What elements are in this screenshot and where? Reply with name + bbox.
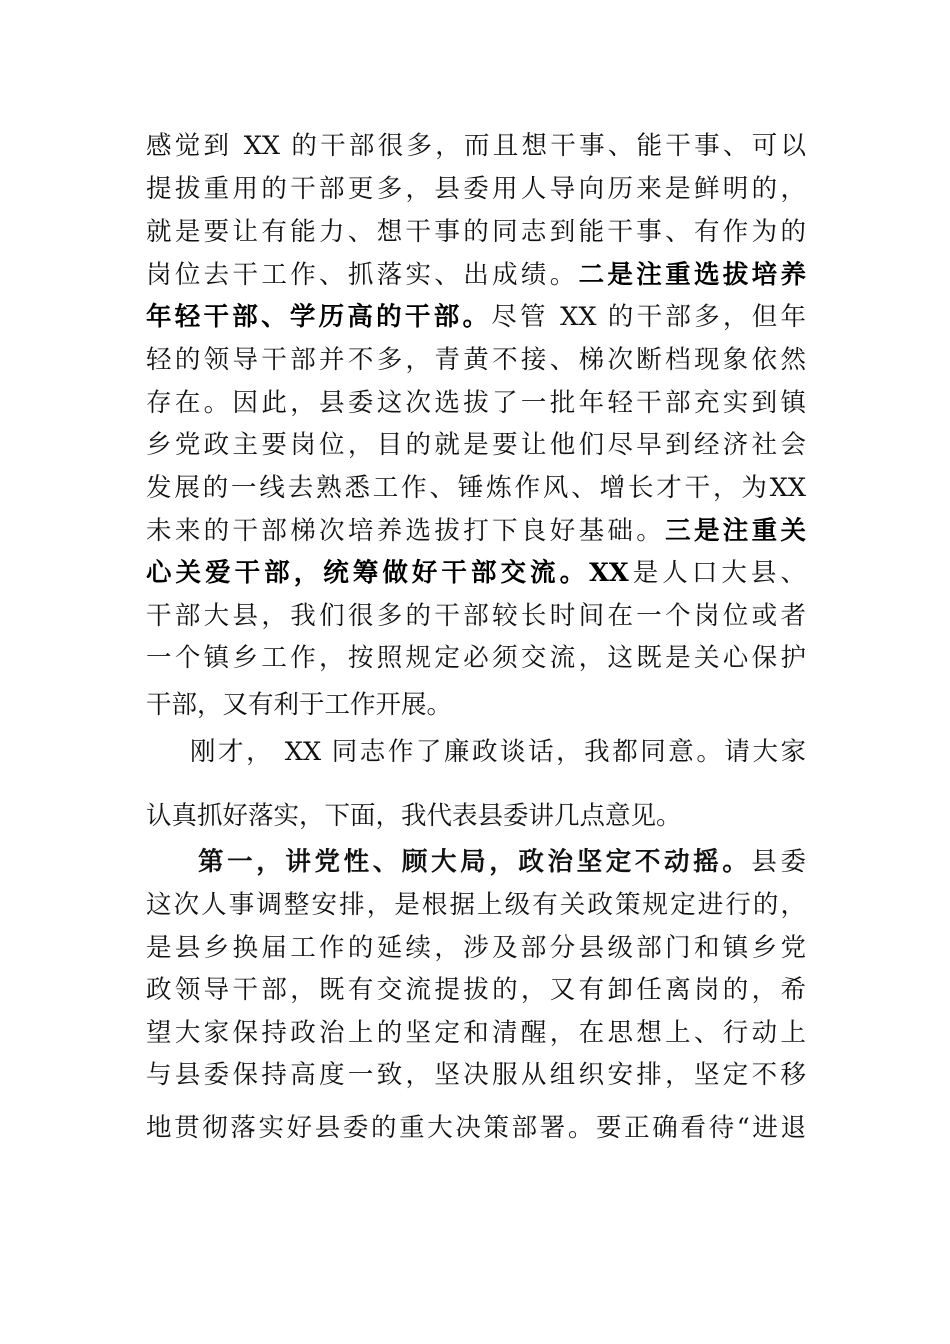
text-line — [146, 885, 806, 925]
text-line — [146, 212, 806, 252]
text-line — [146, 638, 806, 678]
text-span: 就是要让有能力、想干事的同志到能干事、有作为的 — [146, 217, 806, 247]
text-span: 与县委保持高度一致，坚决服从组织安排，坚定不移 — [146, 1060, 806, 1090]
text-span: 是人口大县、 — [628, 558, 806, 588]
text-line — [146, 468, 806, 508]
text-line — [146, 553, 806, 593]
text-span: 干部，又有利于工作开展。 — [146, 690, 453, 720]
text-line — [146, 1055, 806, 1095]
text-line — [146, 685, 806, 725]
text-span: 县委 — [751, 847, 806, 877]
text-line — [146, 383, 806, 423]
text-line — [146, 596, 806, 636]
text-span: 存在。因此，县委这次选拔了一批年轻干部充实到镇 — [146, 388, 806, 418]
bold-heading-span: 心关爱干部，统筹做好干部交流。XX — [146, 558, 629, 588]
text-line — [146, 928, 806, 968]
text-line — [146, 1013, 806, 1053]
bold-heading-span: 三是注重关 — [665, 516, 806, 546]
text-span: 望大家保持政治上的坚定和清醒，在思想上、行动上 — [146, 1018, 806, 1048]
text-span: 尽管 XX 的干部多，但年 — [491, 302, 806, 332]
text-span: 刚才， XX 同志作了廉政谈话，我都同意。请大家 — [190, 737, 806, 767]
text-line — [146, 297, 806, 337]
text-span: 未来的干部梯次培养选拔打下良好基础。 — [146, 516, 666, 546]
text-line — [146, 970, 806, 1010]
text-span: 政领导干部，既有交流提拔的，又有卸任离岗的，希 — [146, 975, 806, 1005]
text-span: 岗位去干工作、抓落实、出成绩。 — [146, 260, 579, 290]
text-line — [146, 340, 806, 380]
text-span: 是县乡换届工作的延续，涉及部分县级部门和镇乡党 — [146, 933, 806, 963]
text-span: 这次人事调整安排，是根据上级有关政策规定进行的， — [146, 890, 806, 920]
text-span: 提拔重用的干部更多，县委用人导向历来是鲜明的， — [146, 174, 806, 204]
text-span: 地贯彻落实好县委的重大决策部署。要正确看待“进退 — [146, 1113, 806, 1143]
section-heading-span: 第一，讲党性、顾大局，政治坚定不动摇。 — [198, 847, 752, 877]
text-span: 干部大县，我们很多的干部较长时间在一个岗位或者 — [146, 601, 806, 631]
text-line — [146, 511, 806, 551]
bold-heading-span: 年轻干部、学历高的干部。 — [146, 302, 492, 332]
text-line — [146, 169, 806, 209]
text-line — [146, 255, 806, 295]
text-line — [146, 425, 806, 465]
text-span: 轻的领导干部并不多，青黄不接、梯次断档现象依然 — [146, 345, 806, 375]
text-line — [190, 732, 806, 772]
text-span: 乡党政主要岗位，目的就是要让他们尽早到经济社会 — [146, 430, 806, 460]
text-line — [146, 1108, 806, 1148]
text-span: 感觉到 XX 的干部很多，而且想干事、能干事、可以 — [146, 131, 806, 161]
text-line — [146, 796, 806, 836]
bold-heading-span: 二是注重选拔培养 — [578, 260, 806, 290]
text-line — [146, 126, 806, 166]
text-span: 认真抓好落实，下面，我代表县委讲几点意见。 — [146, 801, 682, 831]
text-span: 一个镇乡工作，按照规定必须交流，这既是关心保护 — [146, 643, 806, 673]
text-line — [198, 842, 806, 882]
text-span: 发展的一线去熟悉工作、锤炼作风、增长才干，为XX — [146, 473, 806, 503]
